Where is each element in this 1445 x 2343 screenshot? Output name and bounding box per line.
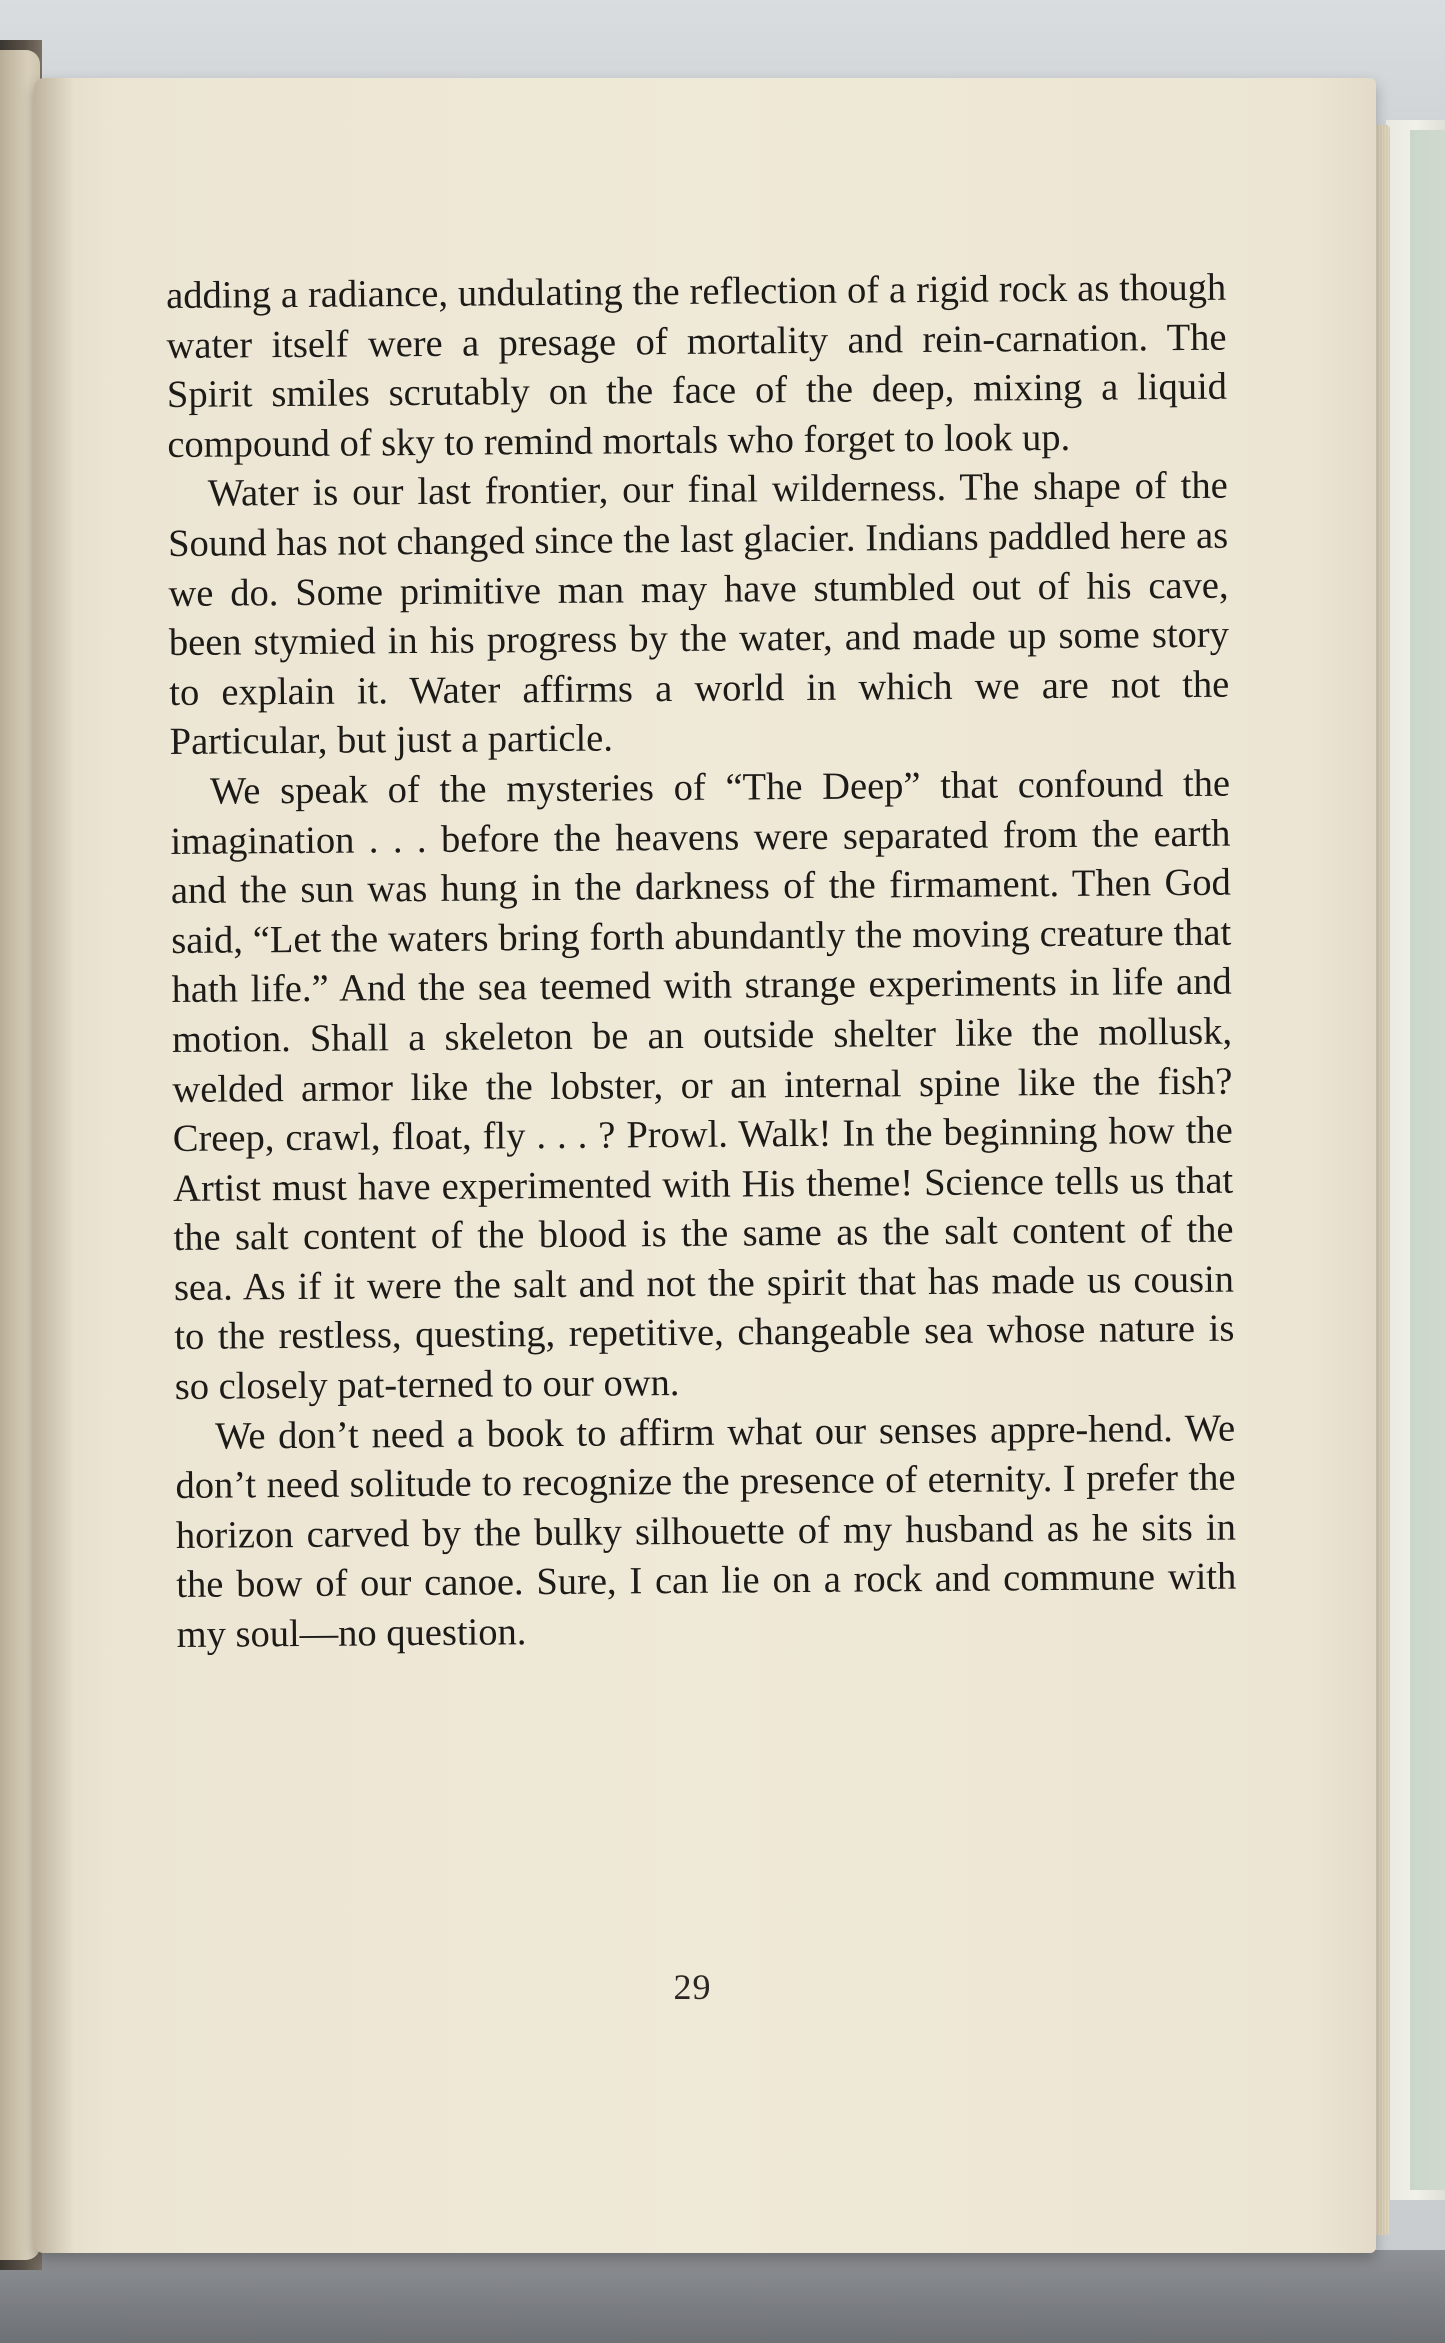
paragraph: We speak of the mysteries of “The Deep” that confound the imagination . . . before the heavens were separated from the earth and the sun was hung in the darkness of the firmament. Then God said, “Let the waters bring forth abundantly the moving creature that hath life.” And the sea teemed with strange experiments in life and motion. Shall a skeleton be an outside shelter like the mollusk, welded armor like the lobster, or an internal spine like the fish? Creep, crawl, float, fly . . . ? Prowl. Walk! In the beginning how the Artist must have experimented with His theme! Science tells us that the salt content of the blood is the same as the salt content of the sea. As if it were the salt and not the spirit that has made us cousin to the restless, questing, repetitive, changeable sea whose nature is so closely pat-terned to our own. xyxy=(170,762,1235,1409)
book-cover-tint xyxy=(1410,130,1445,2190)
body-text xyxy=(166,264,1237,1661)
paragraph: We don’t need a book to affirm what our senses appre-hend. We don’t need solitude to recognize the presence of eternity. I prefer the horizon carved by the bulky silhouette of my husband as he sits in the bow of our canoe. Sure, I can lie on a rock and commune with my soul—no question. xyxy=(175,1407,1237,1656)
paragraph: Water is our last frontier, our final wilderness. The shape of the Sound has not changed since the last glacier. Indians paddled here as we do. Some primitive man may have stumbled out of his cave, been stymied in his progress by the water, and made up some story to explain it. Water affirms a world in which we are not the Particular, but just a particle. xyxy=(167,465,1230,764)
page-number: 29 xyxy=(673,1967,712,2007)
gutter-shadow xyxy=(34,78,74,2253)
table-surface xyxy=(0,2250,1445,2343)
paragraph: adding a radiance, undulating the reflection of a rigid rock as though water itself were a presage of mortality and rein-carnation. The Spirit smiles scrutably on the face of the deep, mixing a liquid compound of sky to remind mortals who forget to look up. xyxy=(166,266,1228,466)
